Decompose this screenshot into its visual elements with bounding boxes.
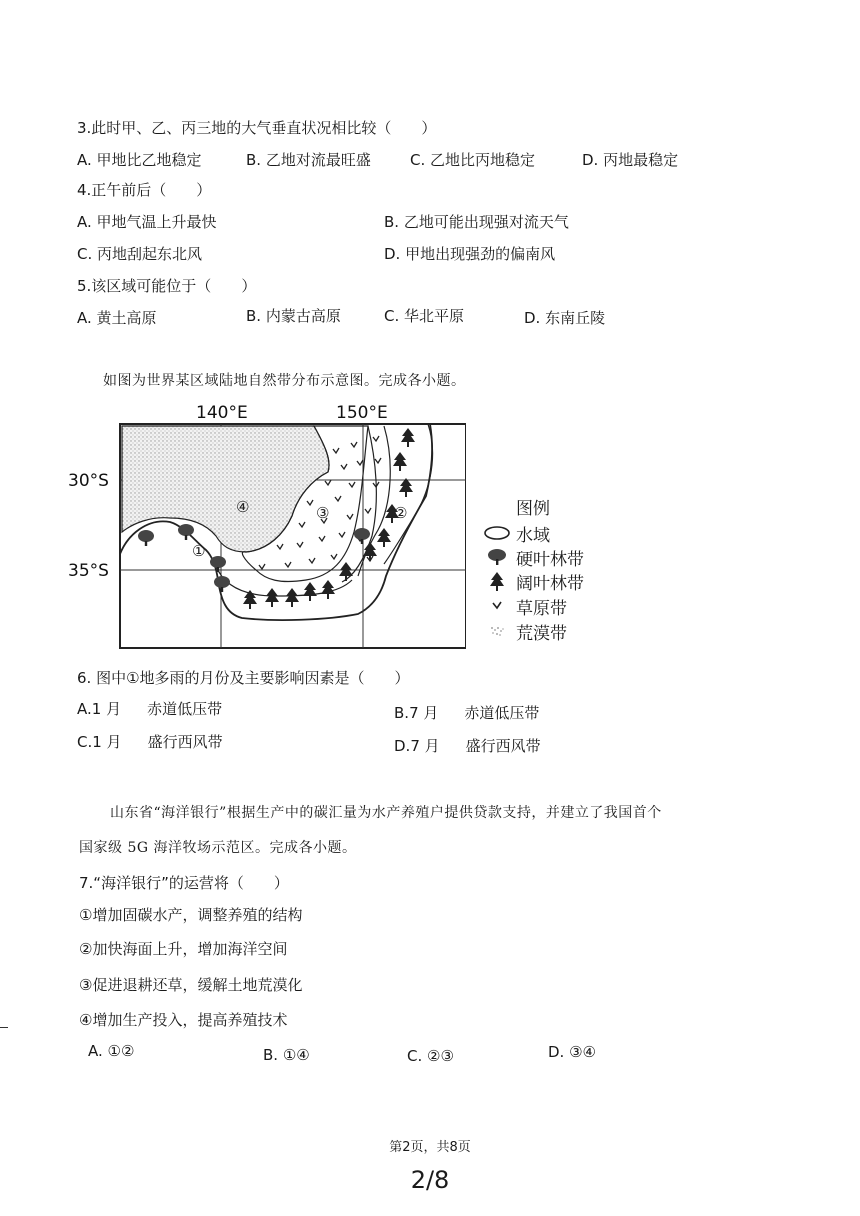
desert-dots-icon bbox=[482, 620, 512, 642]
legend-item-desert bbox=[482, 619, 567, 643]
lat-label-30s: 30°S bbox=[68, 471, 109, 491]
lat-label-35s: 35°S bbox=[68, 561, 109, 581]
q7-option-a: A. ①② bbox=[88, 1042, 135, 1060]
q3-stem: 3.此时甲、乙、丙三地的大气垂直状况相比较（ ） bbox=[77, 119, 437, 137]
legend-item-grassland bbox=[482, 594, 567, 618]
q4-option-d: D. 甲地出现强劲的偏南风 bbox=[384, 245, 556, 263]
legend-label-broadleaf: 阔叶林带 bbox=[516, 573, 584, 594]
section-intro-ocean-bank-line1: 山东省“海洋银行”根据生产中的碳汇量为水产养殖户提供贷款支持，并建立了我国首个 bbox=[110, 805, 662, 821]
q7-statement-1: ①增加固碳水产，调整养殖的结构 bbox=[79, 906, 303, 924]
q6-option-d-letter: D. bbox=[394, 737, 411, 755]
q7-option-c: C. ②③ bbox=[407, 1047, 454, 1065]
q5-option-b: B. 内蒙古高原 bbox=[246, 307, 341, 325]
legend-item-sclerophyll bbox=[482, 545, 584, 569]
q3-option-c: C. 乙地比丙地稳定 bbox=[410, 151, 536, 169]
q7-option-d: D. ③④ bbox=[548, 1043, 596, 1061]
legend-label-water: 水域 bbox=[516, 525, 550, 546]
page-number-small: 第2页，共8页 bbox=[389, 1140, 471, 1155]
q5-option-c: C. 华北平原 bbox=[384, 307, 465, 325]
region-label-2: ② bbox=[394, 504, 408, 522]
section-intro-ocean-bank-line2: 国家级 5G 海洋牧场示范区。完成各小题。 bbox=[79, 840, 357, 856]
legend-item-water bbox=[482, 521, 550, 545]
q6-option-b bbox=[394, 703, 539, 723]
natural-zone-map bbox=[66, 400, 466, 650]
lon-label-150e: 150°E bbox=[336, 403, 388, 423]
q7-statement-2: ②加快海面上升，增加海洋空间 bbox=[79, 940, 288, 958]
q4-option-b: B. 乙地可能出现强对流天气 bbox=[384, 213, 569, 231]
q6-option-b-letter: B. bbox=[394, 704, 410, 722]
legend-label-sclerophyll: 硬叶林带 bbox=[516, 549, 584, 570]
lon-label-140e: 140°E bbox=[196, 403, 248, 423]
q7-option-b: B. ①④ bbox=[263, 1046, 310, 1064]
q6-option-b-factor: 赤道低压带 bbox=[464, 704, 540, 722]
q4-option-c: C. 丙地刮起东北风 bbox=[77, 245, 203, 263]
q6-option-d-factor: 盛行西风带 bbox=[465, 737, 541, 755]
q4-stem: 4.正午前后（ ） bbox=[77, 181, 212, 199]
q6-option-a bbox=[77, 699, 222, 719]
q6-option-d bbox=[394, 736, 541, 756]
q6-option-c-factor: 盛行西风带 bbox=[147, 733, 223, 751]
q3-option-b: B. 乙地对流最旺盛 bbox=[246, 151, 371, 169]
legend-item-broadleaf bbox=[482, 569, 584, 593]
broadleaf-tree-icon bbox=[482, 570, 512, 592]
sclerophyll-tree-icon bbox=[482, 546, 512, 568]
q6-option-c-month: 1 月 bbox=[92, 733, 122, 751]
page-indicator: 2/8 bbox=[410, 1166, 450, 1194]
grass-tick-icon bbox=[482, 595, 512, 617]
legend-title: 图例 bbox=[516, 499, 550, 519]
q6-option-a-month: 1 月 bbox=[91, 700, 122, 718]
q7-statement-4: ④增加生产投入，提高养殖技术 bbox=[79, 1011, 288, 1029]
q7-statement-3: ③促进退耕还草，缓解土地荒漠化 bbox=[79, 976, 303, 994]
q5-stem: 5.该区域可能位于（ ） bbox=[77, 277, 257, 295]
q3-option-a: A. 甲地比乙地稳定 bbox=[77, 151, 202, 169]
region-label-1: ① bbox=[192, 542, 206, 560]
q4-option-a: A. 甲地气温上升最快 bbox=[77, 213, 217, 231]
section-intro-natural-zones: 如图为世界某区域陆地自然带分布示意图。完成各小题。 bbox=[103, 373, 466, 389]
q6-option-a-factor: 赤道低压带 bbox=[147, 700, 223, 718]
margin-mark bbox=[0, 1027, 8, 1028]
region-label-4: ④ bbox=[236, 498, 250, 516]
q6-stem: 6. 图中①地多雨的月份及主要影响因素是（ ） bbox=[77, 669, 410, 687]
q6-option-a-letter: A. bbox=[77, 700, 92, 718]
water-oval-icon bbox=[482, 522, 512, 544]
q6-option-b-month: 7 月 bbox=[409, 704, 439, 722]
q6-option-c bbox=[77, 732, 223, 752]
q6-option-d-month: 7 月 bbox=[410, 737, 440, 755]
q3-option-d: D. 丙地最稳定 bbox=[582, 151, 679, 169]
legend-label-grassland: 草原带 bbox=[516, 598, 567, 619]
q5-option-d: D. 东南丘陵 bbox=[524, 309, 606, 327]
q6-option-c-letter: C. bbox=[77, 733, 93, 751]
region-label-3: ③ bbox=[316, 504, 330, 522]
q5-option-a: A. 黄土高原 bbox=[77, 309, 157, 327]
legend-label-desert: 荒漠带 bbox=[516, 623, 567, 644]
q7-stem: 7.“海洋银行”的运营将（ ） bbox=[79, 874, 289, 892]
